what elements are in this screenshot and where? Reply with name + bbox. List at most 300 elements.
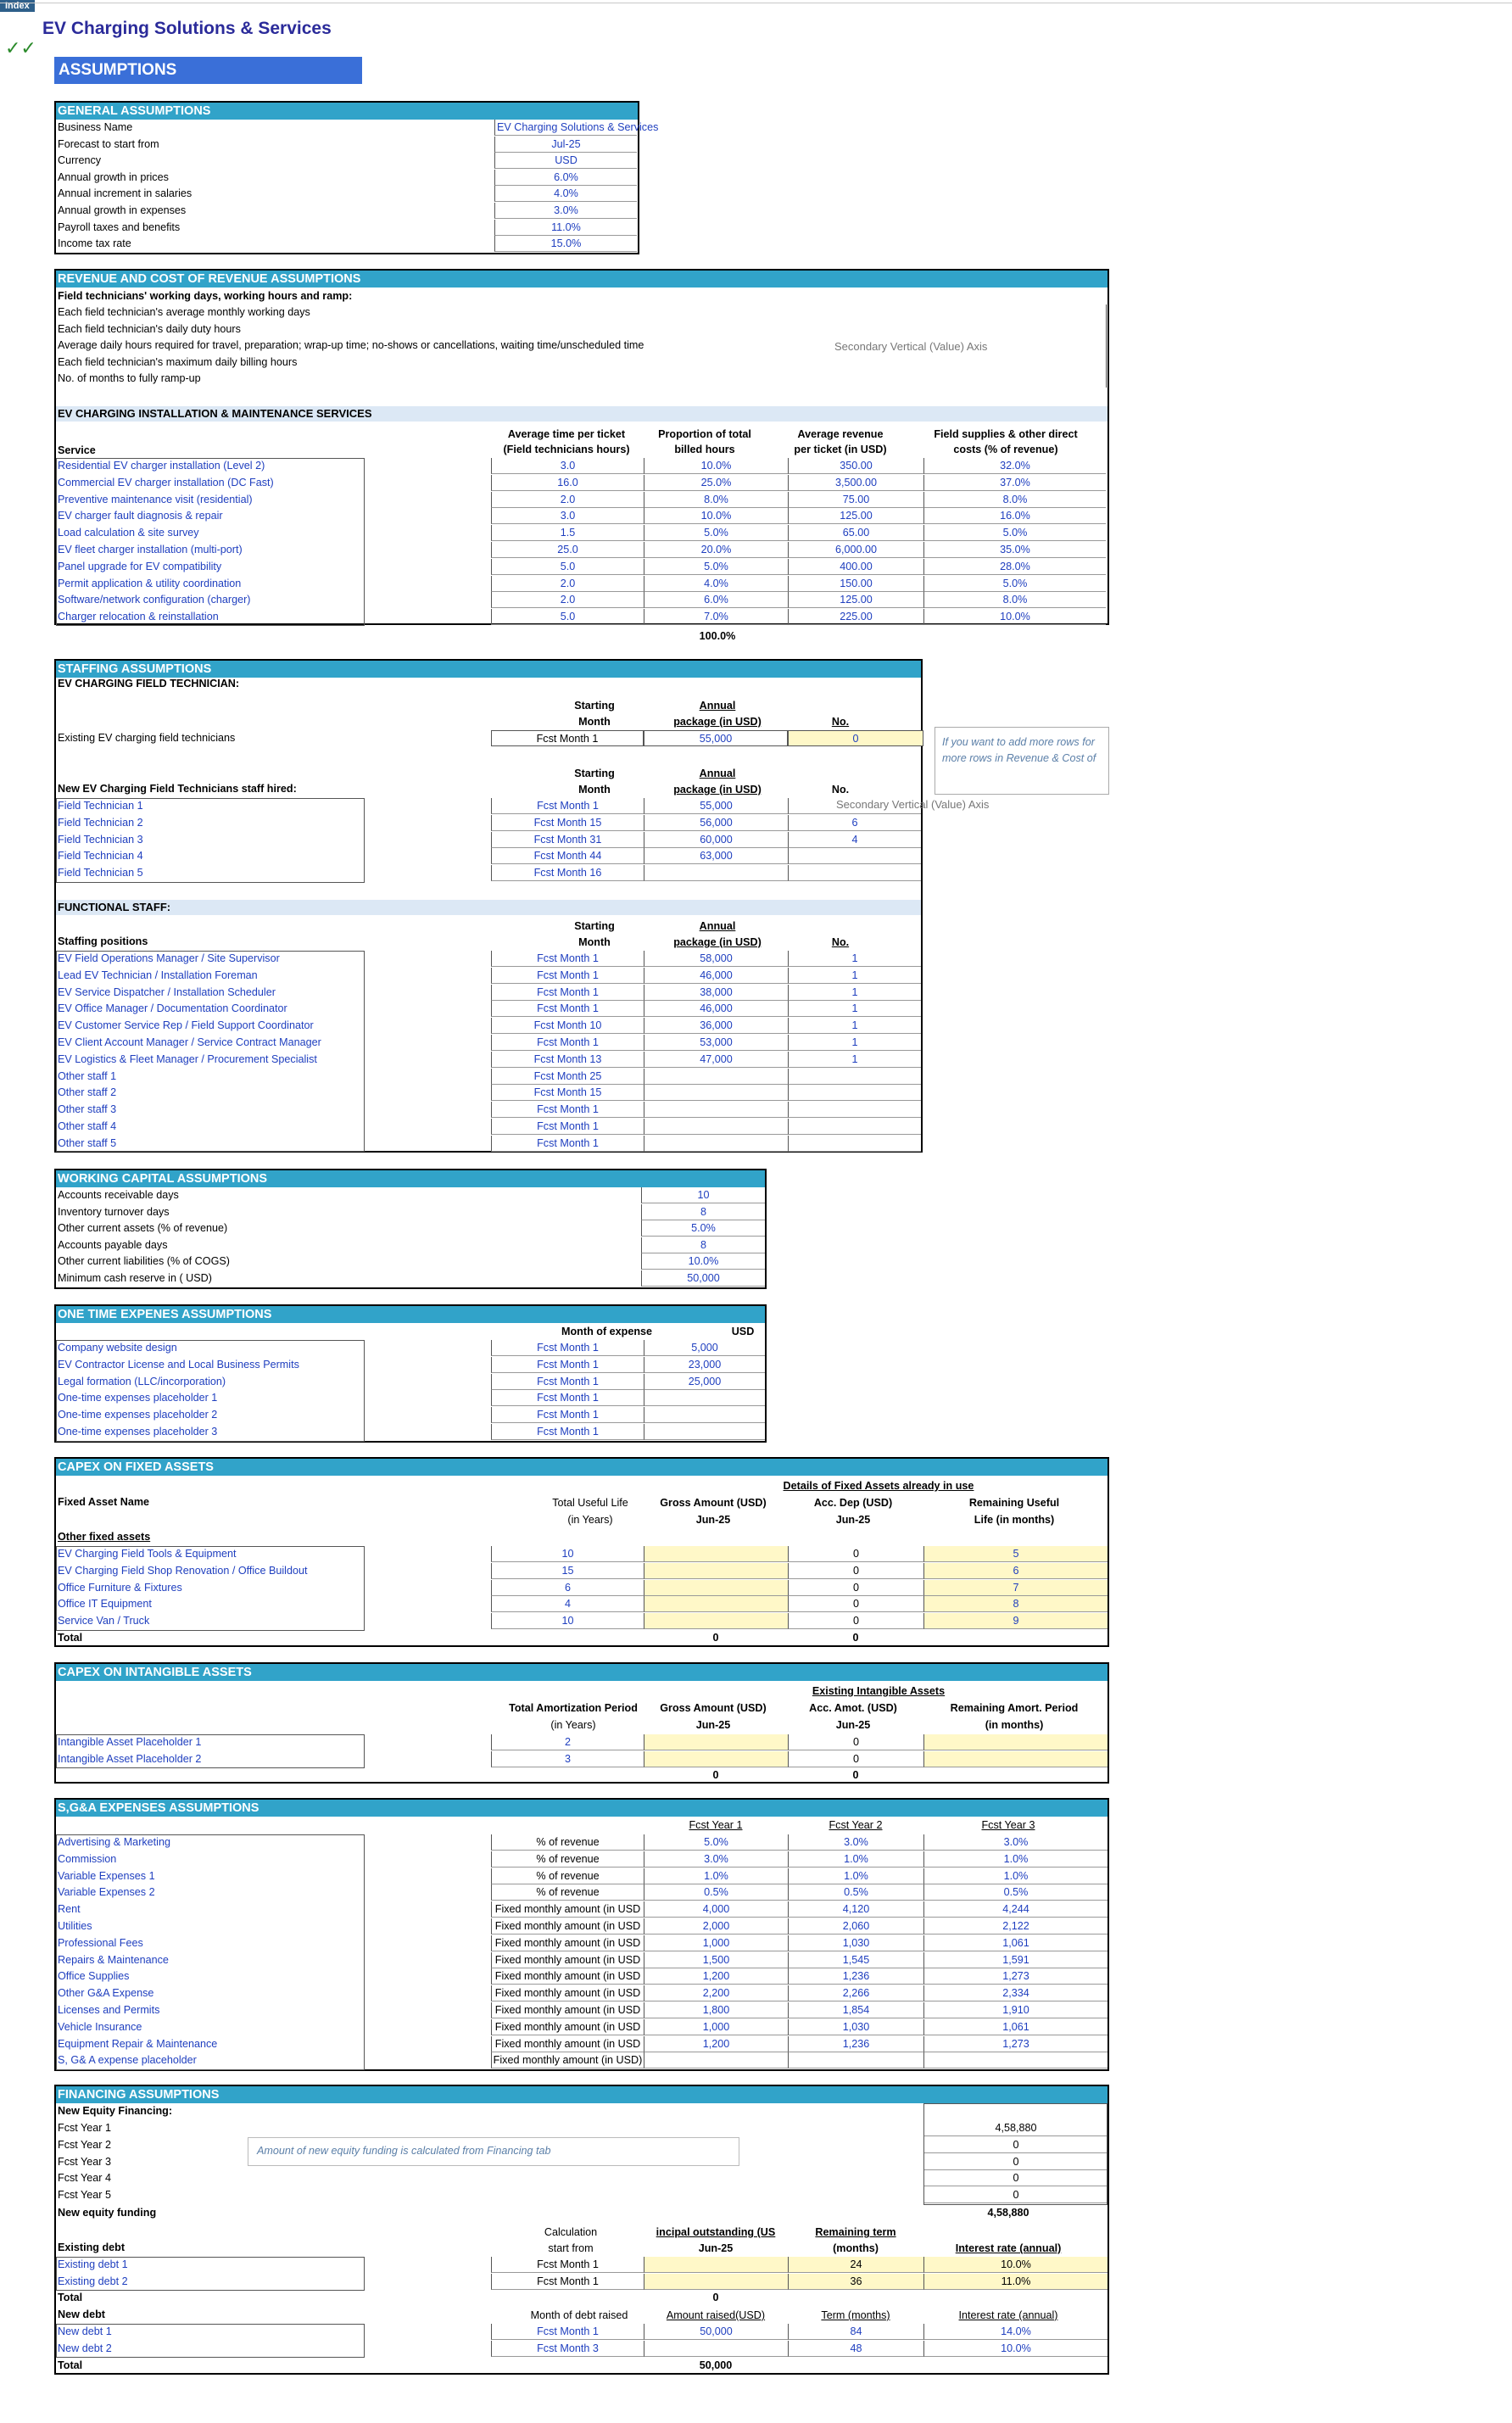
service-name[interactable]: Residential EV charger installation (Level 2) bbox=[58, 460, 265, 472]
functional-name[interactable]: EV Client Account Manager / Service Contract Manager bbox=[58, 1036, 321, 1048]
new-debt-rate[interactable]: 10.0% bbox=[923, 2341, 1107, 2357]
fa-gross[interactable] bbox=[644, 1546, 788, 1562]
sga-basis: Fixed monthly amount (in USD bbox=[491, 1918, 644, 1934]
sga-y3[interactable]: 1.0% bbox=[923, 1868, 1107, 1884]
new-tech-start[interactable]: Fcst Month 16 bbox=[491, 865, 644, 881]
existing-debt-principal[interactable] bbox=[644, 2274, 788, 2290]
functional-start[interactable]: Fcst Month 1 bbox=[491, 1119, 644, 1135]
functional-start[interactable]: Fcst Month 15 bbox=[491, 1085, 644, 1101]
ramp-line: No. of months to fully ramp-up bbox=[58, 372, 201, 385]
ia-gross[interactable] bbox=[644, 1751, 788, 1767]
sga-y3[interactable]: 1,591 bbox=[923, 1952, 1107, 1968]
functional-name[interactable]: Other staff 5 bbox=[58, 1136, 117, 1149]
service-cost[interactable]: 16.0% bbox=[923, 508, 1106, 524]
functional-pkg[interactable]: 47,000 bbox=[644, 1052, 788, 1068]
fa-life[interactable]: 10 bbox=[491, 1613, 644, 1629]
general-row-value[interactable]: Jul-25 bbox=[494, 137, 637, 153]
existing-debt-rate[interactable]: 11.0% bbox=[923, 2274, 1107, 2290]
ia-box bbox=[56, 1734, 365, 1768]
wc-value[interactable]: 5.0% bbox=[641, 1220, 765, 1237]
functional-start[interactable]: Fcst Month 1 bbox=[491, 1102, 644, 1118]
equity-row-value[interactable]: 0 bbox=[923, 2187, 1107, 2203]
service-time[interactable]: 2.0 bbox=[491, 576, 644, 592]
functional-no[interactable] bbox=[788, 1119, 921, 1135]
service-prop[interactable]: 10.0% bbox=[644, 458, 788, 474]
service-prop[interactable]: 4.0% bbox=[644, 576, 788, 592]
new-tech-start[interactable]: Fcst Month 1 bbox=[491, 798, 644, 814]
service-rev[interactable]: 65.00 bbox=[788, 525, 923, 541]
ot-usd[interactable] bbox=[644, 1390, 765, 1406]
functional-no[interactable] bbox=[788, 1136, 921, 1152]
service-rev[interactable]: 75.00 bbox=[788, 492, 923, 508]
functional-start[interactable]: Fcst Month 1 bbox=[491, 985, 644, 1001]
new-debt-amt[interactable] bbox=[644, 2341, 788, 2357]
service-cost[interactable]: 35.0% bbox=[923, 542, 1106, 558]
equity-row-value[interactable]: 0 bbox=[923, 2154, 1107, 2170]
fa-name[interactable]: Service Van / Truck bbox=[58, 1615, 150, 1627]
service-time[interactable]: 2.0 bbox=[491, 592, 644, 608]
service-prop[interactable]: 10.0% bbox=[644, 508, 788, 524]
existing-debt-start[interactable]: Fcst Month 1 bbox=[491, 2257, 644, 2273]
service-name[interactable]: Load calculation & site survey bbox=[58, 527, 199, 539]
sga-y3[interactable] bbox=[923, 2052, 1107, 2068]
fa-gross-b: Jun-25 bbox=[695, 1514, 731, 1526]
sga-y2[interactable]: 4,120 bbox=[788, 1901, 923, 1918]
service-prop[interactable]: 8.0% bbox=[644, 492, 788, 508]
functional-pkg[interactable] bbox=[644, 1069, 788, 1085]
ot-label[interactable]: EV Contractor License and Local Business Permits bbox=[58, 1358, 299, 1371]
service-rev[interactable]: 6,000.00 bbox=[788, 542, 923, 558]
sga-name[interactable]: Other G&A Expense bbox=[58, 1987, 154, 2000]
fa-name[interactable]: EV Charging Field Shop Renovation / Office Buildout bbox=[58, 1564, 308, 1577]
functional-no[interactable]: 1 bbox=[788, 1035, 921, 1051]
functional-no[interactable]: 1 bbox=[788, 1052, 921, 1068]
new-tech-pkg[interactable]: 60,000 bbox=[644, 832, 788, 848]
service-cost[interactable]: 5.0% bbox=[923, 525, 1106, 541]
sga-y2[interactable]: 1,236 bbox=[788, 2036, 923, 2052]
sga-y3[interactable]: 1.0% bbox=[923, 1851, 1107, 1867]
existing-debt-start[interactable]: Fcst Month 1 bbox=[491, 2274, 644, 2290]
functional-no[interactable] bbox=[788, 1085, 921, 1101]
service-name[interactable]: Preventive maintenance visit (residential) bbox=[58, 493, 253, 505]
sga-name[interactable]: Office Supplies bbox=[58, 1970, 130, 1983]
col-time-a: Average time per ticket bbox=[507, 428, 626, 440]
fa-life[interactable]: 4 bbox=[491, 1596, 644, 1612]
sga-y3[interactable]: 1,910 bbox=[923, 2002, 1107, 2018]
fa-gross[interactable] bbox=[644, 1580, 788, 1596]
page-title: EV Charging Solutions & Services bbox=[42, 19, 332, 38]
functional-start[interactable]: Fcst Month 1 bbox=[491, 1136, 644, 1152]
ot-month[interactable]: Fcst Month 1 bbox=[491, 1340, 644, 1356]
service-cost[interactable]: 37.0% bbox=[923, 475, 1106, 491]
equity-row-value[interactable]: 4,58,880 bbox=[923, 2120, 1107, 2136]
col-cost-b: costs (% of revenue) bbox=[953, 444, 1058, 455]
sga-name[interactable]: Utilities bbox=[58, 1920, 92, 1932]
new-debt-term[interactable]: 84 bbox=[788, 2324, 923, 2340]
service-cost[interactable]: 8.0% bbox=[923, 492, 1106, 508]
fa-rem[interactable]: 7 bbox=[923, 1580, 1107, 1596]
sga-name[interactable]: Professional Fees bbox=[58, 1936, 143, 1949]
service-cost[interactable]: 10.0% bbox=[923, 609, 1106, 625]
service-cost[interactable]: 5.0% bbox=[923, 576, 1106, 592]
sga-y1[interactable]: 2,200 bbox=[644, 1985, 788, 2001]
service-name[interactable]: EV charger fault diagnosis & repair bbox=[58, 510, 223, 522]
functional-no[interactable] bbox=[788, 1102, 921, 1118]
new-debt-name[interactable]: New debt 1 bbox=[58, 2325, 112, 2337]
pout-b: Jun-25 bbox=[698, 2242, 734, 2254]
sga-y2[interactable]: 2,266 bbox=[788, 1985, 923, 2001]
sga-basis: Fixed monthly amount (in USD bbox=[491, 2036, 644, 2052]
general-row-value[interactable]: USD bbox=[494, 153, 637, 169]
sga-y1[interactable]: 1,000 bbox=[644, 1935, 788, 1951]
sga-y2[interactable]: 1,030 bbox=[788, 1935, 923, 1951]
new-tech-name[interactable]: Field Technician 5 bbox=[58, 867, 143, 879]
col-prop-b: billed hours bbox=[674, 444, 735, 455]
functional-name[interactable]: EV Service Dispatcher / Installation Scheduler bbox=[58, 985, 276, 998]
sga-name[interactable]: Variable Expenses 2 bbox=[58, 1886, 155, 1899]
sga-y3[interactable]: 4,244 bbox=[923, 1901, 1107, 1918]
sga-y3[interactable]: 3.0% bbox=[923, 1834, 1107, 1851]
general-row-value[interactable]: EV Charging Solutions & Services bbox=[494, 120, 637, 136]
start-a3: Starting bbox=[574, 920, 615, 932]
fa-rem[interactable]: 5 bbox=[923, 1546, 1107, 1562]
functional-pkg[interactable] bbox=[644, 1119, 788, 1135]
ia-acc[interactable]: 0 bbox=[788, 1734, 923, 1750]
general-row-value[interactable]: 6.0% bbox=[494, 170, 637, 186]
prop-total: 100.0% bbox=[699, 630, 736, 642]
ot-month[interactable]: Fcst Month 1 bbox=[491, 1374, 644, 1390]
ot-usd[interactable]: 23,000 bbox=[644, 1357, 765, 1373]
service-time[interactable]: 5.0 bbox=[491, 609, 644, 625]
functional-no[interactable]: 1 bbox=[788, 1018, 921, 1034]
new-debt-amt[interactable]: 50,000 bbox=[644, 2324, 788, 2340]
wc-label: Inventory turnover days bbox=[58, 1205, 170, 1218]
new-tech-pkg[interactable]: 56,000 bbox=[644, 815, 788, 831]
new-debt-name[interactable]: New debt 2 bbox=[58, 2342, 112, 2354]
wc-value[interactable]: 8 bbox=[641, 1237, 765, 1253]
ot-month[interactable]: Fcst Month 1 bbox=[491, 1424, 644, 1440]
service-cost[interactable]: 8.0% bbox=[923, 592, 1106, 608]
service-time[interactable]: 25.0 bbox=[491, 542, 644, 558]
fa-gross[interactable] bbox=[644, 1596, 788, 1612]
functional-start[interactable]: Fcst Month 1 bbox=[491, 1001, 644, 1017]
existing-debt-principal[interactable] bbox=[644, 2257, 788, 2273]
sga-y2[interactable]: 1,236 bbox=[788, 1968, 923, 1985]
service-rev[interactable]: 350.00 bbox=[788, 458, 923, 474]
service-time[interactable]: 3.0 bbox=[491, 508, 644, 524]
sga-name[interactable]: Repairs & Maintenance bbox=[58, 1953, 169, 1966]
functional-pkg[interactable] bbox=[644, 1102, 788, 1118]
new-tech-pkg[interactable] bbox=[644, 865, 788, 881]
general-row-value[interactable]: 4.0% bbox=[494, 186, 637, 202]
sga-y3[interactable]: 1,061 bbox=[923, 2019, 1107, 2035]
sga-y2[interactable]: 1.0% bbox=[788, 1868, 923, 1884]
functional-name[interactable]: Other staff 3 bbox=[58, 1103, 117, 1116]
sga-y1[interactable]: 2,000 bbox=[644, 1918, 788, 1934]
sga-y2[interactable]: 2,060 bbox=[788, 1918, 923, 1934]
ia-name[interactable]: Intangible Asset Placeholder 1 bbox=[58, 1736, 202, 1748]
fa-dep[interactable]: 0 bbox=[788, 1580, 923, 1596]
sga-y2[interactable]: 0.5% bbox=[788, 1884, 923, 1901]
ot-month[interactable]: Fcst Month 1 bbox=[491, 1357, 644, 1373]
existing-tech-no[interactable]: 0 bbox=[788, 730, 923, 746]
ot-label[interactable]: Legal formation (LLC/incorporation) bbox=[58, 1375, 226, 1387]
fa-life[interactable]: 15 bbox=[491, 1563, 644, 1579]
ot-label[interactable]: One-time expenses placeholder 1 bbox=[58, 1392, 218, 1404]
sga-y3[interactable]: 1,273 bbox=[923, 2036, 1107, 2052]
service-col-label: Service bbox=[58, 444, 96, 456]
service-name[interactable]: Permit application & utility coordination bbox=[58, 577, 242, 589]
functional-pkg[interactable]: 46,000 bbox=[644, 1001, 788, 1017]
index-tab[interactable]: Index bbox=[0, 0, 35, 12]
functional-start[interactable]: Fcst Month 1 bbox=[491, 951, 644, 967]
general-row-value[interactable]: 15.0% bbox=[494, 236, 637, 252]
new-tech-start[interactable]: Fcst Month 44 bbox=[491, 848, 644, 864]
tech-subheader: EV CHARGING FIELD TECHNICIAN: bbox=[58, 678, 240, 689]
new-debt-month[interactable]: Fcst Month 3 bbox=[491, 2341, 644, 2357]
functional-start[interactable]: Fcst Month 25 bbox=[491, 1069, 644, 1085]
ia-acc[interactable]: 0 bbox=[788, 1751, 923, 1767]
sga-y1[interactable]: 1,000 bbox=[644, 2019, 788, 2035]
existing-debt-term[interactable]: 24 bbox=[788, 2257, 923, 2273]
new-tech-name[interactable]: Field Technician 4 bbox=[58, 850, 143, 863]
ia-period[interactable]: 3 bbox=[491, 1751, 644, 1767]
new-tech-no[interactable]: 4 bbox=[788, 832, 921, 848]
sga-y1[interactable]: 1,500 bbox=[644, 1952, 788, 1968]
functional-name[interactable]: Lead EV Technician / Installation Foreman bbox=[58, 969, 258, 981]
ia-rem[interactable] bbox=[923, 1734, 1107, 1750]
service-prop[interactable]: 20.0% bbox=[644, 542, 788, 558]
sga-y1[interactable]: 1,200 bbox=[644, 1968, 788, 1985]
ia-name[interactable]: Intangible Asset Placeholder 2 bbox=[58, 1752, 202, 1765]
wc-value[interactable]: 8 bbox=[641, 1204, 765, 1220]
general-row-label: Forecast to start from bbox=[58, 137, 159, 150]
new-debt-rate[interactable]: 14.0% bbox=[923, 2324, 1107, 2340]
ot-label[interactable]: Company website design bbox=[58, 1342, 177, 1354]
ot-month[interactable]: Fcst Month 1 bbox=[491, 1390, 644, 1406]
functional-pkg[interactable] bbox=[644, 1085, 788, 1101]
service-name[interactable]: Panel upgrade for EV compatibility bbox=[58, 560, 222, 572]
fa-name[interactable]: Office Furniture & Fixtures bbox=[58, 1581, 182, 1594]
equity-row-value[interactable]: 0 bbox=[923, 2170, 1107, 2186]
new-tech-name[interactable]: Field Technician 2 bbox=[58, 816, 143, 829]
sga-name[interactable]: Variable Expenses 1 bbox=[58, 1869, 155, 1882]
ia-gross[interactable] bbox=[644, 1734, 788, 1750]
functional-name[interactable]: Other staff 4 bbox=[58, 1120, 117, 1132]
service-name[interactable]: EV fleet charger installation (multi-port) bbox=[58, 544, 243, 556]
existing-debt-name[interactable]: Existing debt 2 bbox=[58, 2275, 128, 2287]
functional-pkg[interactable]: 38,000 bbox=[644, 985, 788, 1001]
fa-dep[interactable]: 0 bbox=[788, 1596, 923, 1612]
sga-y3[interactable]: 2,334 bbox=[923, 1985, 1107, 2001]
functional-name[interactable]: EV Logistics & Fleet Manager / Procurement Specialist bbox=[58, 1052, 317, 1065]
functional-start[interactable]: Fcst Month 13 bbox=[491, 1052, 644, 1068]
functional-pkg[interactable]: 53,000 bbox=[644, 1035, 788, 1051]
service-prop[interactable]: 5.0% bbox=[644, 559, 788, 575]
functional-pkg[interactable]: 58,000 bbox=[644, 951, 788, 967]
sga-y1[interactable]: 5.0% bbox=[644, 1834, 788, 1851]
sga-y3[interactable]: 1,273 bbox=[923, 1968, 1107, 1985]
service-prop[interactable]: 7.0% bbox=[644, 609, 788, 625]
sga-y2[interactable] bbox=[788, 2052, 923, 2068]
sga-y1[interactable]: 0.5% bbox=[644, 1884, 788, 1901]
service-prop[interactable]: 25.0% bbox=[644, 475, 788, 491]
ot-usd[interactable]: 5,000 bbox=[644, 1340, 765, 1356]
service-name[interactable]: Commercial EV charger installation (DC Fast) bbox=[58, 476, 274, 489]
service-cost[interactable]: 28.0% bbox=[923, 559, 1106, 575]
service-time[interactable]: 3.0 bbox=[491, 458, 644, 474]
service-name[interactable]: Software/network configuration (charger) bbox=[58, 594, 251, 606]
new-tech-no[interactable] bbox=[788, 798, 921, 814]
intangible-header: CAPEX ON INTANGIBLE ASSETS bbox=[56, 1664, 1107, 1681]
fa-rem[interactable]: 9 bbox=[923, 1613, 1107, 1629]
ot-month[interactable]: Fcst Month 1 bbox=[491, 1407, 644, 1423]
existing-tech-pkg[interactable]: 55,000 bbox=[644, 730, 788, 746]
existing-debt-rate[interactable]: 10.0% bbox=[923, 2257, 1107, 2273]
sga-y2[interactable]: 3.0% bbox=[788, 1834, 923, 1851]
ramp-divider bbox=[1106, 304, 1107, 388]
service-time[interactable]: 1.5 bbox=[491, 525, 644, 541]
functional-name[interactable]: EV Office Manager / Documentation Coordinator bbox=[58, 1002, 287, 1015]
fa-gross[interactable] bbox=[644, 1563, 788, 1579]
equity-row-label: Fcst Year 2 bbox=[58, 2138, 112, 2151]
existing-tech-start[interactable]: Fcst Month 1 bbox=[491, 730, 644, 746]
service-time[interactable]: 2.0 bbox=[491, 492, 644, 508]
sga-y1[interactable]: 1,200 bbox=[644, 2036, 788, 2052]
new-tech-name[interactable]: Field Technician 1 bbox=[58, 800, 143, 812]
col-time-b: (Field technicians hours) bbox=[503, 444, 630, 455]
sga-name[interactable]: Licenses and Permits bbox=[58, 2004, 160, 2016]
fa-life[interactable]: 6 bbox=[491, 1580, 644, 1596]
service-rev[interactable]: 225.00 bbox=[788, 609, 923, 625]
ot-usd[interactable] bbox=[644, 1424, 765, 1440]
revenue-header: REVENUE AND COST OF REVENUE ASSUMPTIONS bbox=[56, 271, 1107, 288]
fa-gross-a: Gross Amount (USD) bbox=[660, 1497, 767, 1509]
new-tech-no[interactable] bbox=[788, 848, 921, 864]
ot-box bbox=[56, 1340, 365, 1442]
functional-pkg[interactable] bbox=[644, 1136, 788, 1152]
sga-y1[interactable]: 3.0% bbox=[644, 1851, 788, 1867]
sga-y3[interactable]: 0.5% bbox=[923, 1884, 1107, 1901]
sga-basis: Fixed monthly amount (in USD bbox=[491, 2019, 644, 2035]
functional-start[interactable]: Fcst Month 1 bbox=[491, 968, 644, 984]
ot-label[interactable]: One-time expenses placeholder 3 bbox=[58, 1426, 218, 1438]
sga-y1[interactable] bbox=[644, 2052, 788, 2068]
fa-life[interactable]: 10 bbox=[491, 1546, 644, 1562]
functional-no[interactable] bbox=[788, 1069, 921, 1085]
functional-name[interactable]: Other staff 1 bbox=[58, 1069, 117, 1082]
service-rev[interactable]: 125.00 bbox=[788, 508, 923, 524]
service-prop[interactable]: 6.0% bbox=[644, 592, 788, 608]
nd-total-label: Total bbox=[58, 2359, 83, 2371]
new-debt-month[interactable]: Fcst Month 1 bbox=[491, 2324, 644, 2340]
sga-y1[interactable]: 4,000 bbox=[644, 1901, 788, 1918]
functional-no[interactable]: 1 bbox=[788, 1001, 921, 1017]
sga-name[interactable]: Vehicle Insurance bbox=[58, 2020, 142, 2033]
service-name[interactable]: Charger relocation & reinstallation bbox=[58, 611, 219, 623]
wc-value[interactable]: 10.0% bbox=[641, 1253, 765, 1270]
functional-start[interactable]: Fcst Month 1 bbox=[491, 1035, 644, 1051]
functional-name[interactable]: Other staff 2 bbox=[58, 1086, 117, 1099]
functional-start[interactable]: Fcst Month 10 bbox=[491, 1018, 644, 1034]
new-tech-name[interactable]: Field Technician 3 bbox=[58, 833, 143, 846]
sga-y3[interactable]: 2,122 bbox=[923, 1918, 1107, 1934]
fa-dep[interactable]: 0 bbox=[788, 1613, 923, 1629]
ot-usd[interactable] bbox=[644, 1407, 765, 1423]
sga-name[interactable]: Advertising & Marketing bbox=[58, 1836, 170, 1848]
calc-a: Calculation bbox=[544, 2226, 598, 2238]
functional-pkg[interactable]: 36,000 bbox=[644, 1018, 788, 1034]
ia-total-acc: 0 bbox=[852, 1769, 859, 1781]
sga-name[interactable]: Commission bbox=[58, 1852, 117, 1865]
sga-name[interactable]: S, G& A expense placeholder bbox=[58, 2054, 197, 2067]
sga-name[interactable]: Rent bbox=[58, 1903, 81, 1916]
service-rev[interactable]: 400.00 bbox=[788, 559, 923, 575]
new-tech-start[interactable]: Fcst Month 15 bbox=[491, 815, 644, 831]
service-time[interactable]: 5.0 bbox=[491, 559, 644, 575]
ramp-line: Each field technician's daily duty hours bbox=[58, 322, 241, 335]
functional-name[interactable]: EV Field Operations Manager / Site Supervisor bbox=[58, 952, 280, 964]
new-tech-start[interactable]: Fcst Month 31 bbox=[491, 832, 644, 848]
service-rev[interactable]: 125.00 bbox=[788, 592, 923, 608]
functional-name[interactable]: EV Customer Service Rep / Field Support Coordinator bbox=[58, 1019, 314, 1032]
service-prop[interactable]: 5.0% bbox=[644, 525, 788, 541]
existing-debt-term[interactable]: 36 bbox=[788, 2274, 923, 2290]
ot-usd[interactable]: 25,000 bbox=[644, 1374, 765, 1390]
functional-no[interactable]: 1 bbox=[788, 985, 921, 1001]
fa-dep[interactable]: 0 bbox=[788, 1546, 923, 1562]
fa-dep[interactable]: 0 bbox=[788, 1563, 923, 1579]
service-rev[interactable]: 3,500.00 bbox=[788, 475, 923, 491]
service-rev[interactable]: 150.00 bbox=[788, 576, 923, 592]
fa-gross[interactable] bbox=[644, 1613, 788, 1629]
fa-name[interactable]: EV Charging Field Tools & Equipment bbox=[58, 1548, 237, 1560]
service-cost[interactable]: 32.0% bbox=[923, 458, 1106, 474]
new-tech-no[interactable]: 6 bbox=[788, 815, 921, 831]
fa-rem[interactable]: 6 bbox=[923, 1563, 1107, 1579]
ot-label[interactable]: One-time expenses placeholder 2 bbox=[58, 1409, 218, 1421]
fa-rem[interactable]: 8 bbox=[923, 1596, 1107, 1612]
sga-y1[interactable]: 1.0% bbox=[644, 1868, 788, 1884]
new-tech-pkg[interactable]: 55,000 bbox=[644, 798, 788, 814]
new-tech-no[interactable] bbox=[788, 865, 921, 881]
functional-no[interactable]: 1 bbox=[788, 951, 921, 967]
sga-y1[interactable]: 1,800 bbox=[644, 2002, 788, 2018]
functional-no[interactable]: 1 bbox=[788, 968, 921, 984]
sga-y2[interactable]: 1.0% bbox=[788, 1851, 923, 1867]
wc-value[interactable]: 50,000 bbox=[641, 1270, 765, 1287]
sga-y3[interactable]: 1,061 bbox=[923, 1935, 1107, 1951]
service-time[interactable]: 16.0 bbox=[491, 475, 644, 491]
wc-value[interactable]: 10 bbox=[641, 1187, 765, 1203]
sga-y2[interactable]: 1,030 bbox=[788, 2019, 923, 2035]
existing-debt-name[interactable]: Existing debt 1 bbox=[58, 2258, 128, 2270]
revenue-section bbox=[54, 269, 1109, 642]
fa-name[interactable]: Office IT Equipment bbox=[58, 1598, 152, 1611]
sga-y2[interactable]: 1,545 bbox=[788, 1952, 923, 1968]
ia-rem[interactable] bbox=[923, 1751, 1107, 1767]
ia-period[interactable]: 2 bbox=[491, 1734, 644, 1750]
no-b: No. bbox=[831, 784, 850, 796]
sga-name[interactable]: Equipment Repair & Maintenance bbox=[58, 2037, 218, 2050]
general-row-value[interactable]: 3.0% bbox=[494, 203, 637, 219]
new-tech-pkg[interactable]: 63,000 bbox=[644, 848, 788, 864]
sga-y2[interactable]: 1,854 bbox=[788, 2002, 923, 2018]
general-row-value[interactable]: 11.0% bbox=[494, 220, 637, 236]
new-debt-term[interactable]: 48 bbox=[788, 2341, 923, 2357]
equity-row-value[interactable]: 0 bbox=[923, 2137, 1107, 2153]
functional-pkg[interactable]: 46,000 bbox=[644, 968, 788, 984]
